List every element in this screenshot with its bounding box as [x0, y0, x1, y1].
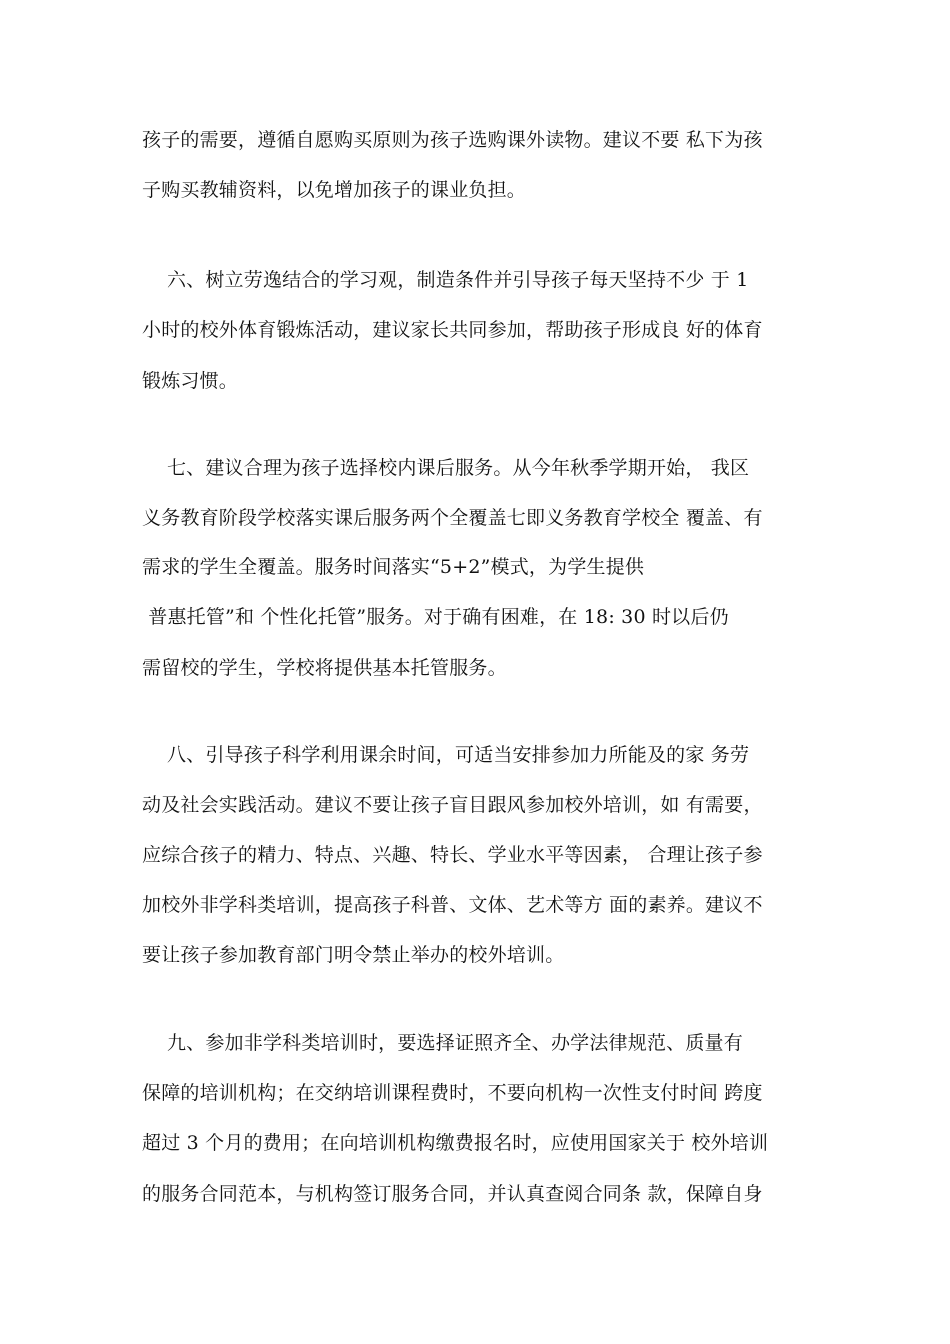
text-line: 普惠托管”和 个性化托管”服务。对于确有困难，在 18: 30 时以后仍 — [142, 606, 729, 628]
text-line: 八、引导孩子科学利用课余时间，可适当安排参加力所能及的家 务劳 — [142, 744, 750, 766]
text-line: 的服务合同范本，与机构签订服务合同，并认真查阅合同条 款，保障自身 — [142, 1183, 763, 1205]
text-line: 九、参加非学科类培训时，要选择证照齐全、办学法律规范、质量有 — [142, 1032, 743, 1054]
text-line: 保障的培训机构；在交纳培训课程费时，不要向机构一次性支付时间 跨度 — [142, 1082, 763, 1104]
text-line: 七、建议合理为孩子选择校内课后服务。从今年秋季学期开始， 我区 — [142, 457, 750, 479]
text-line: 加校外非学科类培训，提高孩子科普、文体、艺术等方 面的素养。建议不 — [142, 894, 763, 916]
text-line: 超过 3 个月的费用；在向培训机构缴费报名时，应使用国家关于 校外培训 — [142, 1132, 769, 1154]
text-line: 需留校的学生，学校将提供基本托管服务。 — [142, 657, 507, 679]
text-line: 孩子的需要，遵循自愿购买原则为孩子选购课外读物。建议不要 私下为孩 — [142, 129, 763, 151]
text-line: 义务教育阶段学校落实课后服务两个全覆盖七即义务教育学校全 覆盖、有 — [142, 507, 763, 529]
text-line: 动及社会实践活动。建议不要让孩子盲目跟风参加校外培训，如 有需要， — [142, 794, 763, 816]
text-line: 六、树立劳逸结合的学习观，制造条件并引导孩子每天坚持不少 于 1 — [142, 269, 749, 291]
text-line: 小时的校外体育锻炼活动，建议家长共同参加，帮助孩子形成良 好的体育 — [142, 319, 763, 341]
text-line: 应综合孩子的精力、特点、兴趣、特长、学业水平等因素， 合理让孩子参 — [142, 844, 763, 866]
text-line: 锻炼习惯。 — [142, 370, 239, 392]
text-line: 要让孩子参加教育部门明令禁止举办的校外培训。 — [142, 944, 565, 966]
text-line: 需求的学生全覆盖。服务时间落实“5+2”模式，为学生提供 — [142, 556, 645, 578]
text-line: 子购买教辅资料，以免增加孩子的课业负担。 — [142, 179, 527, 201]
